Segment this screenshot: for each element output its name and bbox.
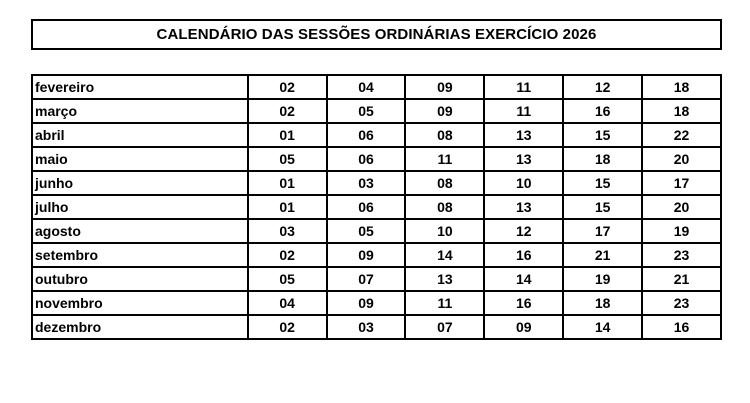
session-day-cell: 13 [405, 267, 484, 291]
session-day-cell: 11 [405, 147, 484, 171]
session-day-cell: 16 [484, 243, 563, 267]
table-row [32, 291, 721, 315]
session-day-cell: 15 [563, 171, 642, 195]
table-row [32, 147, 721, 171]
month-cell: fevereiro [32, 75, 248, 99]
session-day-cell: 07 [405, 315, 484, 339]
session-day-cell: 11 [484, 75, 563, 99]
session-day-cell: 09 [405, 75, 484, 99]
table-row [32, 99, 721, 123]
session-day-cell: 01 [248, 171, 327, 195]
session-day-cell: 10 [405, 219, 484, 243]
session-day-cell: 05 [248, 267, 327, 291]
sessions-calendar-table [31, 74, 722, 340]
session-day-cell: 03 [327, 171, 406, 195]
session-day-cell: 23 [642, 291, 721, 315]
session-day-cell: 08 [405, 171, 484, 195]
session-day-cell: 09 [405, 99, 484, 123]
session-day-cell: 02 [248, 243, 327, 267]
table-row [32, 243, 721, 267]
session-day-cell: 04 [248, 291, 327, 315]
session-day-cell: 18 [642, 99, 721, 123]
month-cell: julho [32, 195, 248, 219]
session-day-cell: 09 [327, 291, 406, 315]
session-day-cell: 16 [484, 291, 563, 315]
session-day-cell: 07 [327, 267, 406, 291]
session-day-cell: 12 [563, 75, 642, 99]
session-day-cell: 14 [405, 243, 484, 267]
month-cell: março [32, 99, 248, 123]
session-day-cell: 03 [248, 219, 327, 243]
table-row [32, 267, 721, 291]
session-day-cell: 11 [484, 99, 563, 123]
session-day-cell: 22 [642, 123, 721, 147]
session-day-cell: 21 [563, 243, 642, 267]
session-day-cell: 08 [405, 123, 484, 147]
session-day-cell: 11 [405, 291, 484, 315]
session-day-cell: 20 [642, 195, 721, 219]
table-row [32, 315, 721, 339]
session-day-cell: 20 [642, 147, 721, 171]
month-cell: dezembro [32, 315, 248, 339]
table-row [32, 195, 721, 219]
month-cell: junho [32, 171, 248, 195]
table-row [32, 171, 721, 195]
session-day-cell: 02 [248, 75, 327, 99]
session-day-cell: 14 [563, 315, 642, 339]
session-day-cell: 23 [642, 243, 721, 267]
session-day-cell: 05 [327, 219, 406, 243]
session-day-cell: 19 [642, 219, 721, 243]
session-day-cell: 09 [327, 243, 406, 267]
table-row [32, 219, 721, 243]
month-cell: outubro [32, 267, 248, 291]
session-day-cell: 18 [563, 291, 642, 315]
session-day-cell: 19 [563, 267, 642, 291]
session-day-cell: 16 [563, 99, 642, 123]
session-day-cell: 02 [248, 99, 327, 123]
month-cell: novembro [32, 291, 248, 315]
session-day-cell: 13 [484, 123, 563, 147]
session-day-cell: 10 [484, 171, 563, 195]
session-day-cell: 06 [327, 147, 406, 171]
session-day-cell: 12 [484, 219, 563, 243]
session-day-cell: 09 [484, 315, 563, 339]
table-body [32, 75, 721, 339]
page-title: CALENDÁRIO DAS SESSÕES ORDINÁRIAS EXERCÍCIO 2026 [31, 19, 722, 50]
session-day-cell: 08 [405, 195, 484, 219]
month-cell: abril [32, 123, 248, 147]
session-day-cell: 15 [563, 195, 642, 219]
month-cell: setembro [32, 243, 248, 267]
table-row [32, 123, 721, 147]
month-cell: maio [32, 147, 248, 171]
session-day-cell: 16 [642, 315, 721, 339]
session-day-cell: 13 [484, 147, 563, 171]
session-day-cell: 03 [327, 315, 406, 339]
session-day-cell: 01 [248, 195, 327, 219]
session-day-cell: 18 [642, 75, 721, 99]
session-day-cell: 04 [327, 75, 406, 99]
session-day-cell: 02 [248, 315, 327, 339]
session-day-cell: 17 [642, 171, 721, 195]
session-day-cell: 15 [563, 123, 642, 147]
session-day-cell: 01 [248, 123, 327, 147]
month-cell: agosto [32, 219, 248, 243]
session-day-cell: 18 [563, 147, 642, 171]
session-day-cell: 06 [327, 195, 406, 219]
session-day-cell: 06 [327, 123, 406, 147]
session-day-cell: 17 [563, 219, 642, 243]
table-row [32, 75, 721, 99]
session-day-cell: 14 [484, 267, 563, 291]
session-day-cell: 05 [248, 147, 327, 171]
session-day-cell: 13 [484, 195, 563, 219]
session-day-cell: 05 [327, 99, 406, 123]
session-day-cell: 21 [642, 267, 721, 291]
